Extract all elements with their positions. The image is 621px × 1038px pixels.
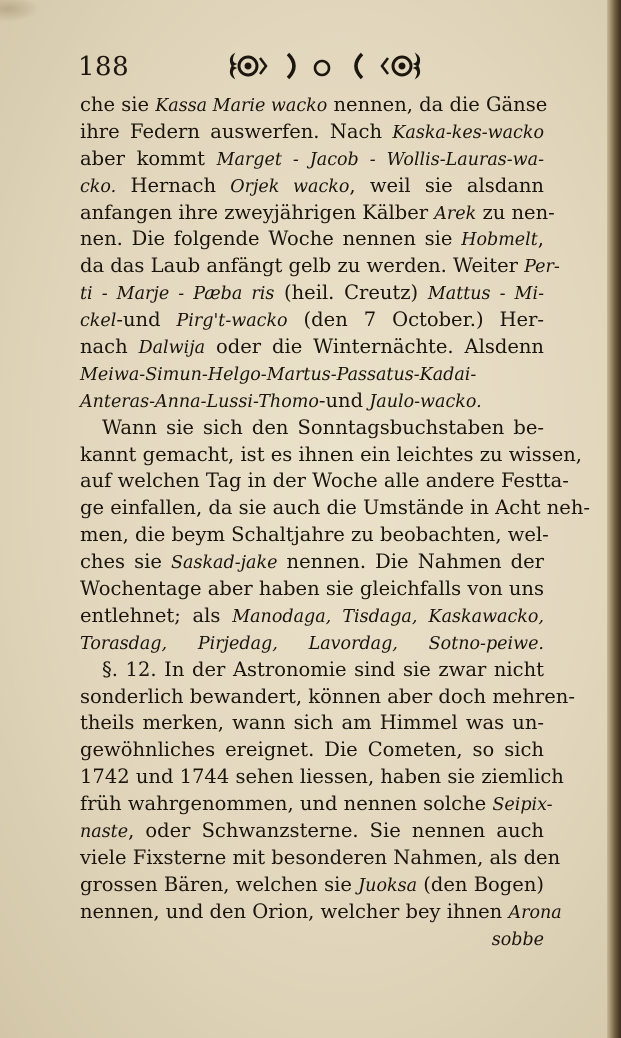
text-line: [80, 92, 548, 119]
page-edge-shadow: [607, 0, 621, 1038]
text-line: [80, 173, 544, 200]
text-line: [80, 119, 544, 146]
italic-term: Dalwija: [138, 338, 206, 359]
text-segment: entlehnet; als: [80, 603, 233, 627]
text-segment: gewöhnliches ereignet. Die Cometen, so sich: [80, 738, 544, 762]
text-segment: Wochentage aber haben sie gleichfalls von uns: [80, 577, 544, 601]
text-segment: nennen. Die Nahmen der: [277, 550, 544, 574]
italic-term: Arona: [508, 902, 562, 923]
text-line: [80, 710, 544, 737]
text-segment: (den Bogen): [417, 872, 544, 896]
italic-term: ti - Marje - Pæba ris: [80, 284, 275, 305]
italic-term: Hobmelt: [461, 230, 538, 251]
text-line: [80, 307, 544, 334]
text-segment: ches sie: [80, 550, 172, 574]
italic-term: Kassa Marie wacko: [155, 96, 328, 116]
italic-term: naste: [80, 822, 129, 843]
text-segment: , oder Schwanzsterne. Sie nennen auch: [128, 819, 544, 843]
italic-term: Kaska-kes-wacko: [392, 122, 544, 143]
italic-term: Orjek wacko: [230, 176, 350, 197]
text-segment: §. 12. In der Astronomie sind sie zwar nicht: [102, 657, 544, 681]
text-segment: kannt gemacht, ist es ihnen ein leichtes zu wissen,: [80, 442, 583, 466]
body-text: [80, 92, 590, 953]
text-segment: nen. Die folgende Woche nennen sie: [80, 227, 462, 251]
text-segment: ge einfallen, da sie auch die Umstände in Acht neh-: [80, 496, 590, 520]
text-line: [80, 442, 583, 469]
text-segment: , weil sie alsdann: [349, 173, 544, 197]
text-line: [80, 495, 590, 522]
text-segment: Wann sie sich den Sonntagsbuchstaben be-: [102, 415, 544, 439]
text-segment: früh wahrgenommen, und nennen solche: [80, 792, 493, 816]
text-segment: zu nen-: [476, 200, 555, 224]
italic-term: cko.: [80, 176, 117, 197]
text-segment: grossen Bären, welchen sie: [80, 872, 359, 896]
text-line: [80, 630, 544, 657]
italic-term: Mattus - Mi-: [427, 284, 544, 305]
text-segment: nach: [80, 335, 139, 359]
italic-term: Jaulo-wacko.: [369, 391, 482, 412]
text-line: [80, 415, 544, 442]
italic-term: Torasdag, Pirjedag, Lavordag, Sotno-peiwe.: [80, 633, 544, 654]
text-segment: ,: [537, 227, 544, 251]
text-segment: aber kommt: [80, 146, 217, 170]
text-segment: che sie: [80, 93, 156, 116]
text-line: [80, 737, 544, 764]
paper-stain: [0, 0, 40, 22]
text-line: [80, 549, 544, 576]
text-segment: anfangen ihre zweyjährigen Kälber: [80, 200, 435, 224]
italic-term: Arek: [434, 203, 477, 224]
text-line: [80, 899, 562, 926]
italic-term: Marget - Jacob - Wollis-Lauras-wa-: [216, 149, 544, 170]
text-line: [80, 226, 544, 253]
italic-term: Juoksa: [358, 875, 417, 896]
italic-term: Saskad-jake: [171, 553, 278, 574]
text-line: [80, 468, 569, 495]
italic-term: Per-: [524, 257, 560, 278]
ornament-icon: [226, 48, 486, 84]
text-line: [80, 576, 544, 603]
text-segment: (heil. Creutz): [274, 281, 428, 305]
text-line: [80, 253, 560, 280]
text-segment: 1742 und 1744 sehen liessen, haben sie ziemlich: [80, 765, 564, 789]
text-line: [80, 603, 544, 630]
text-segment: Hernach: [116, 173, 231, 197]
italic-term: Seipix-: [492, 795, 553, 816]
text-segment: oder die Winternächte. Alsdenn: [205, 335, 544, 359]
text-line: [80, 872, 544, 899]
text-segment: nennen, und den Orion, welcher bey ihnen: [80, 899, 509, 923]
text-line: [80, 146, 544, 173]
text-line: [80, 764, 564, 791]
text-line: [80, 657, 544, 684]
text-line: [80, 522, 549, 549]
text-line: [80, 334, 544, 361]
page-header: [78, 48, 548, 88]
page-number: 188: [78, 52, 130, 82]
text-segment: -und: [116, 308, 177, 332]
text-line: [80, 926, 544, 953]
text-segment: (den 7 October.) Her-: [287, 308, 545, 332]
text-segment: viele Fixsterne mit besonderen Nahmen, als den: [80, 845, 561, 869]
text-line: [80, 280, 544, 307]
text-line: [80, 845, 561, 872]
text-line: [80, 684, 575, 711]
text-segment: -und: [318, 388, 370, 412]
text-segment: auf welchen Tag in der Woche alle andere Festta-: [80, 469, 569, 493]
text-segment: da das Laub anfängt gelb zu werden. Weiter: [80, 254, 525, 278]
text-segment: ihre Federn auswerfen. Nach: [80, 119, 393, 143]
italic-term: ckel: [80, 311, 117, 332]
text-line: [80, 200, 555, 227]
text-segment: nennen, da die Gänse: [327, 93, 548, 116]
text-line: [80, 361, 544, 388]
italic-term: Manodaga, Tisdaga, Kaskawacko,: [232, 606, 544, 627]
text-line: [80, 388, 544, 415]
italic-term: Meiwa-Simun-Helgo-Martus-Passatus-Kadai-: [80, 364, 477, 385]
italic-term: Anteras-Anna-Lussi-Thomo: [80, 391, 319, 412]
italic-term: Pirg't-wacko: [176, 311, 288, 332]
italic-term: sobbe: [491, 929, 544, 950]
text-segment: theils merken, wann sich am Himmel was un-: [80, 711, 544, 735]
text-line: [80, 818, 544, 845]
text-line: [80, 791, 553, 818]
text-segment: sonderlich bewandert, können aber doch mehren-: [80, 684, 575, 708]
text-segment: men, die beym Schaltjahre zu beobachten, wel-: [80, 523, 549, 547]
